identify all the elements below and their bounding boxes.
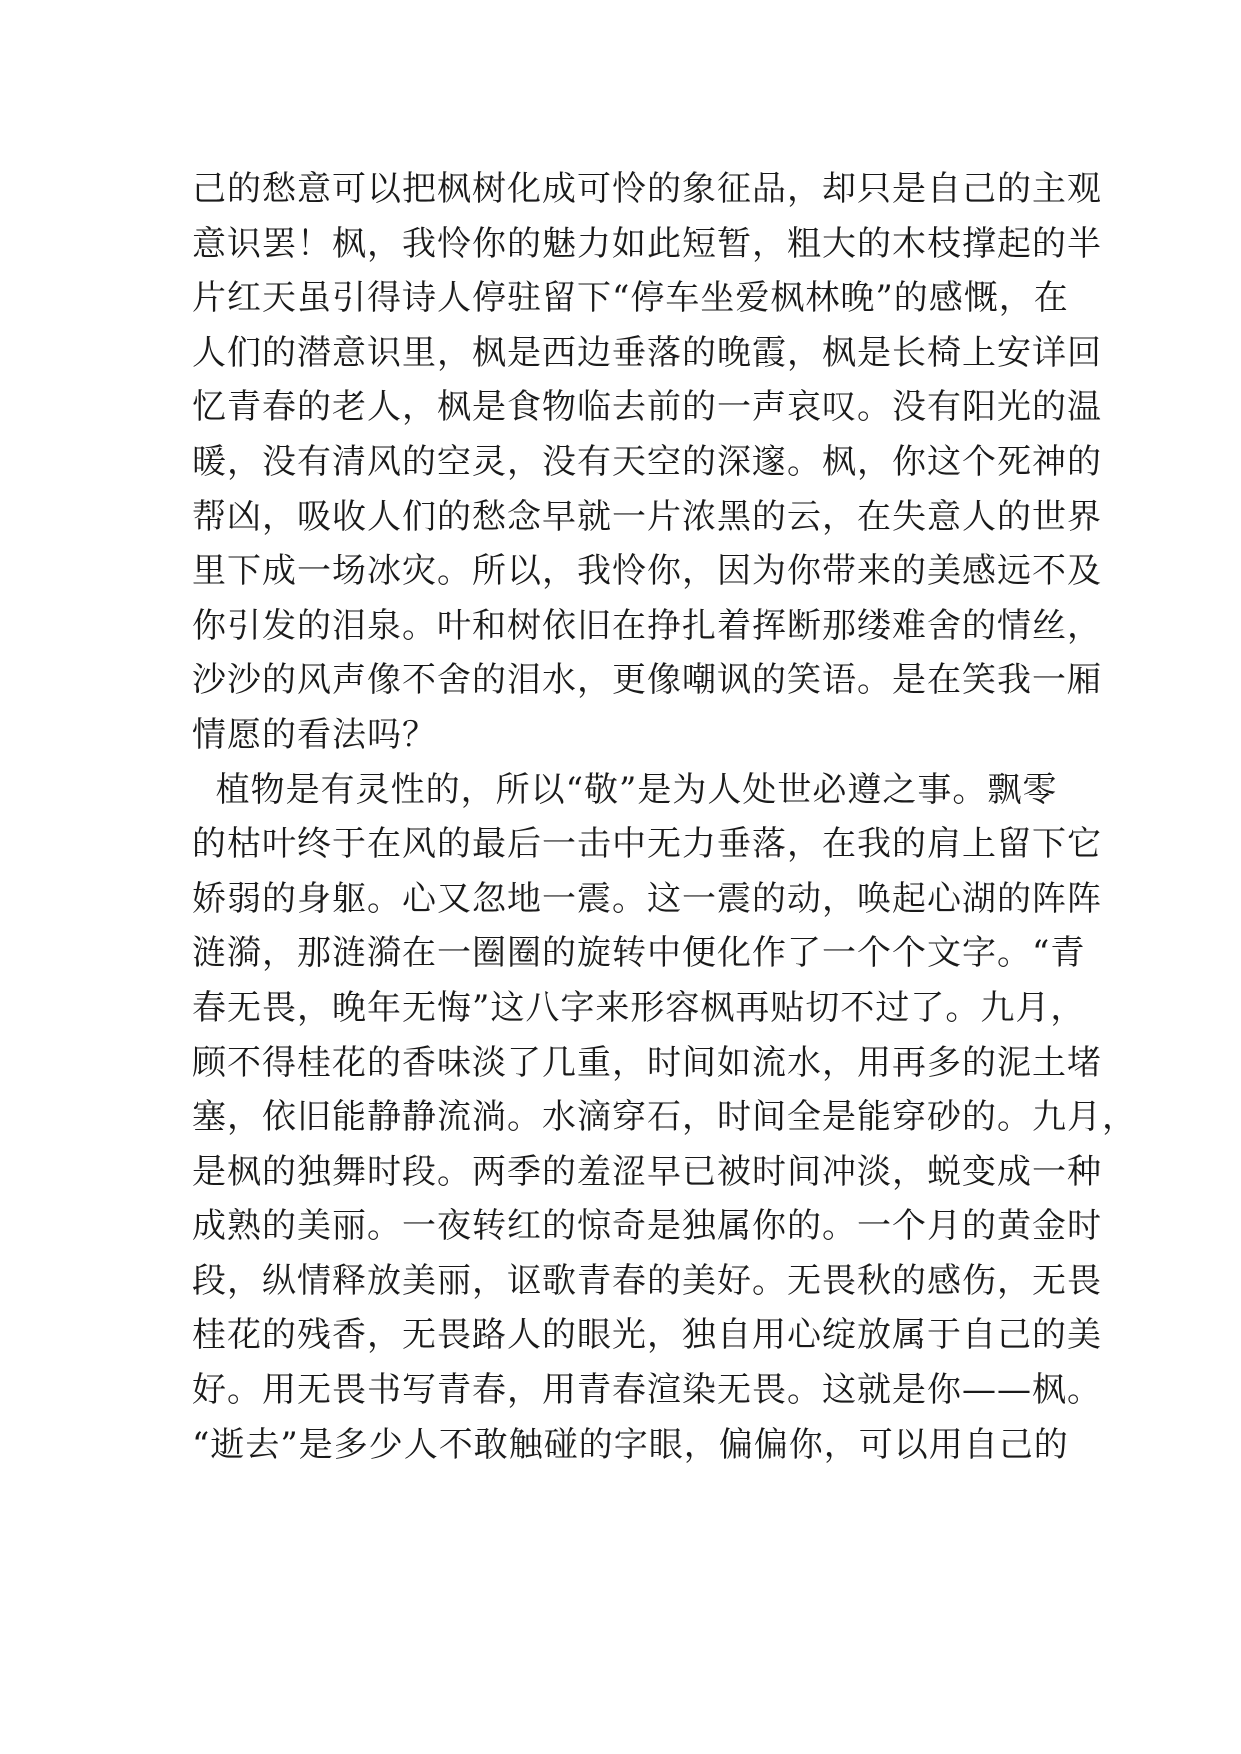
text-line: 塞，依旧能静静流淌。水滴穿石，时间全是能穿砂的。九月， — [192, 1097, 1137, 1138]
text-line: 情愿的看法吗？ — [192, 714, 437, 755]
essay-text — [192, 162, 1137, 1472]
text-line: 暖，没有清风的空灵，没有天空的深邃。枫，你这个死神的 — [192, 441, 1102, 482]
text-line: 里下成一场冰灾。所以，我怜你，因为你带来的美感远不及 — [192, 551, 1102, 592]
text-line: 片红天虽引得诗人停驻留下“停车坐爱枫林晚”的感慨，在 — [192, 278, 1069, 319]
text-line: 涟漪，那涟漪在一圈圈的旋转中便化作了一个个文字。“青 — [192, 933, 1086, 974]
text-line: 沙沙的风声像不舍的泪水，更像嘲讽的笑语。是在笑我一厢 — [192, 660, 1102, 701]
text-line: 帮凶，吸收人们的愁念早就一片浓黑的云，在失意人的世界 — [192, 496, 1102, 537]
text-line: 顾不得桂花的香味淡了几重，时间如流水，用再多的泥土堵 — [192, 1042, 1102, 1083]
text-line: “逝去”是多少人不敢触碰的字眼，偏偏你，可以用自己的 — [192, 1424, 1069, 1465]
text-line: 段，纵情释放美丽，讴歌青春的美好。无畏秋的感伤，无畏 — [192, 1260, 1102, 1301]
text-line: 的枯叶终于在风的最后一击中无力垂落，在我的肩上留下它 — [192, 824, 1102, 865]
paragraph-start-line: 植物是有灵性的，所以“敬”是为人处世必遵之事。飘零 — [192, 769, 1058, 810]
text-line: 好。用无畏书写青春，用青春渲染无畏。这就是你——枫。 — [192, 1370, 1102, 1411]
text-line: 是枫的独舞时段。两季的羞涩早已被时间冲淡，蜕变成一种 — [192, 1151, 1102, 1192]
text-line: 桂花的残香，无畏路人的眼光，独自用心绽放属于自己的美 — [192, 1315, 1102, 1356]
text-line: 娇弱的身躯。心又忽地一震。这一震的动，唤起心湖的阵阵 — [192, 878, 1102, 919]
text-line: 春无畏，晚年无悔”这八字来形容枫再贴切不过了。九月， — [192, 987, 1086, 1028]
text-line: 己的愁意可以把枫树化成可怜的象征品，却只是自己的主观 — [192, 169, 1102, 209]
text-line: 忆青春的老人，枫是食物临去前的一声哀叹。没有阳光的温 — [192, 387, 1102, 428]
text-line: 意识罢！枫，我怜你的魅力如此短暂，粗大的木枝撑起的半 — [192, 223, 1102, 264]
text-line: 人们的潜意识里，枫是西边垂落的晚霞，枫是长椅上安详回 — [192, 332, 1102, 373]
text-line: 你引发的泪泉。叶和树依旧在挣扎着挥断那缕难舍的情丝， — [192, 605, 1102, 646]
text-line: 成熟的美丽。一夜转红的惊奇是独属你的。一个月的黄金时 — [192, 1206, 1102, 1247]
